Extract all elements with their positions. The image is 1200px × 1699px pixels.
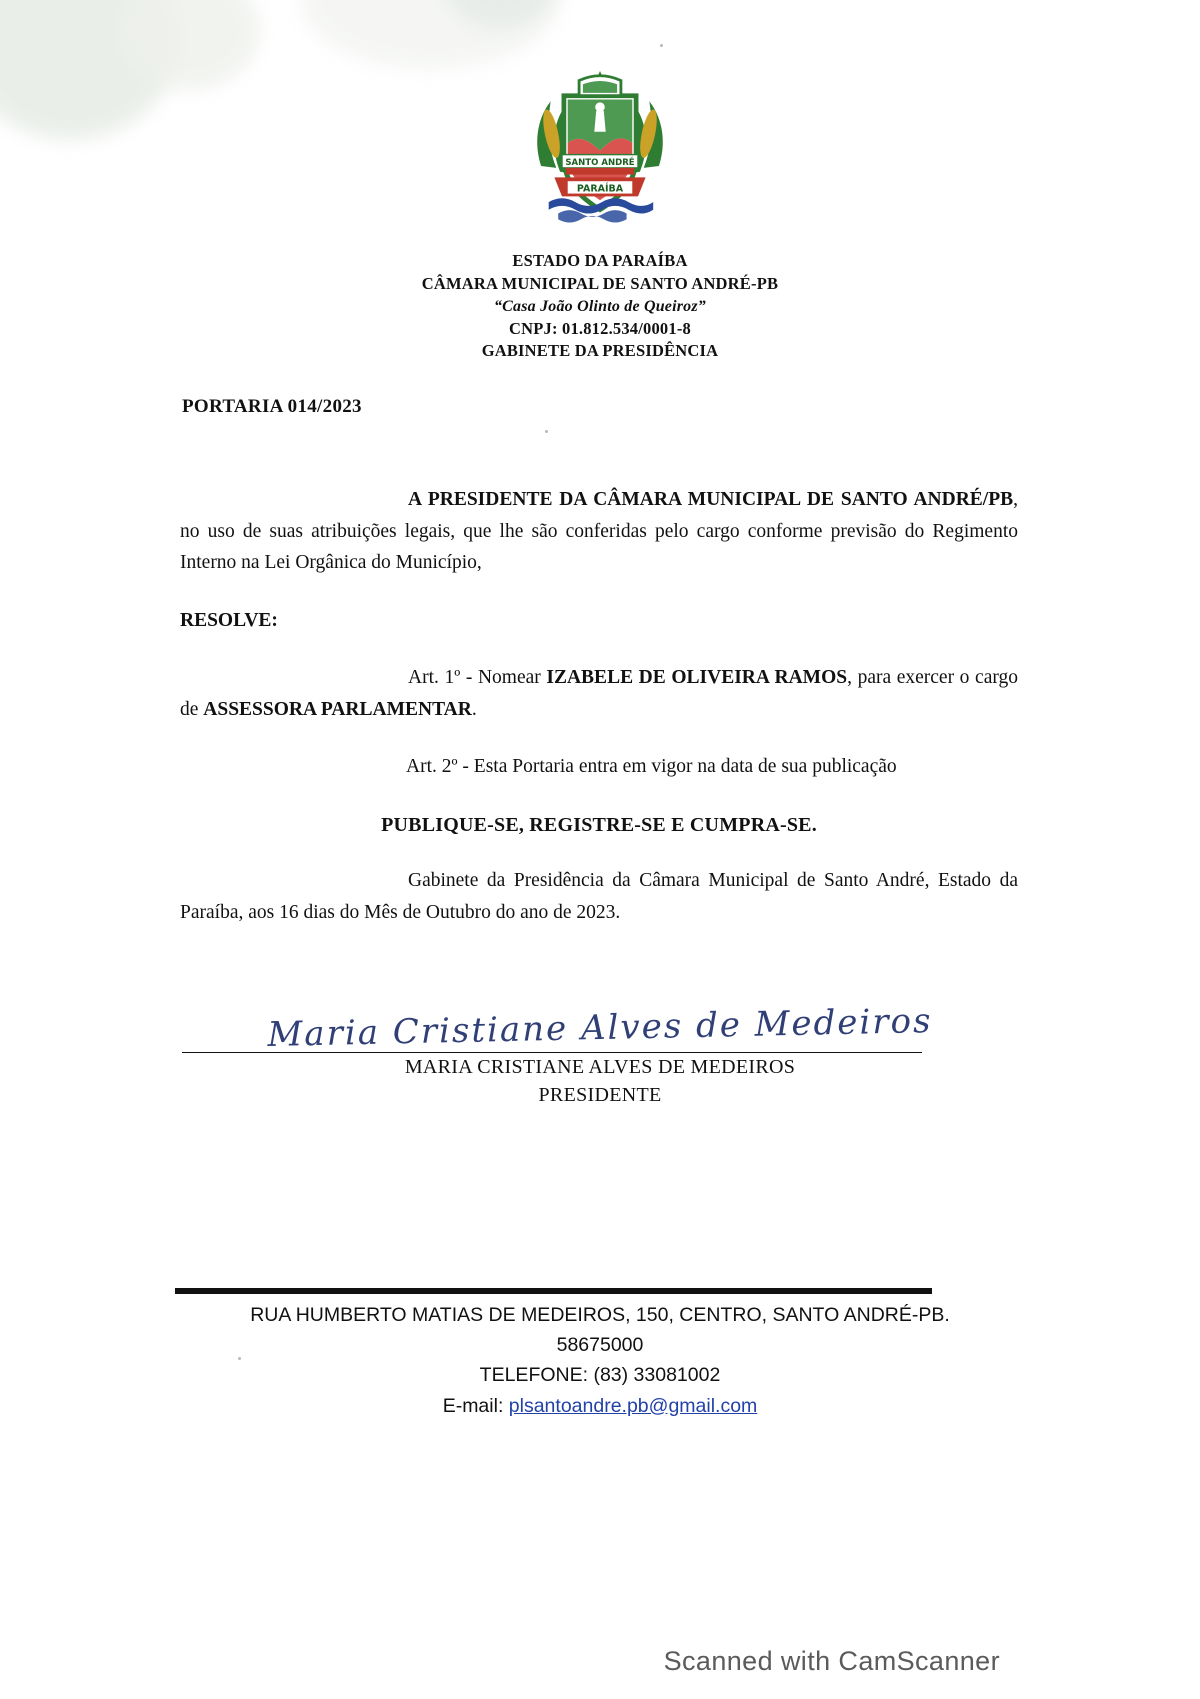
- signatory-role: PRESIDENTE: [538, 1084, 662, 1106]
- svg-text:PARAÍBA: PARAÍBA: [576, 183, 624, 195]
- letterhead: [0, 250, 1200, 363]
- footer-email-row: [0, 1391, 1200, 1421]
- footer-email-link[interactable]: plsantoandre.pb@gmail.com: [508, 1394, 758, 1417]
- article-1-middle: , para exercer o cargo de: [180, 667, 1018, 720]
- svg-text:SANTO ANDRÉ: SANTO ANDRÉ: [565, 158, 635, 169]
- signatory-name: MARIA CRISTIANE ALVES DE MEDEIROS: [404, 1056, 796, 1078]
- letterhead-line-office: GABINETE DA PRESIDÊNCIA: [481, 341, 719, 361]
- document-body: [180, 484, 1018, 955]
- page-title: PORTARIA 014/2023: [182, 396, 362, 417]
- footer-email-label: E-mail:: [442, 1394, 509, 1417]
- opening-bold-text: A PRESIDENTE DA CÂMARA MUNICIPAL DE SANTO ANDRÉ/PB: [408, 489, 1014, 510]
- appointee-role: ASSESSORA PARLAMENTAR: [203, 698, 472, 720]
- publish-order-line: PUBLIQUE-SE, REGISTRE-SE E CUMPRA-SE.: [381, 814, 817, 837]
- crest-container: [0, 52, 1200, 242]
- footer: [0, 1300, 1200, 1421]
- camscanner-watermark: Scanned with CamScanner: [663, 1646, 1000, 1676]
- paragraph-article-2: Art. 2º - Esta Portaria entra em vigor na data de sua publicação: [406, 756, 897, 778]
- paragraph-opening: [180, 484, 1018, 579]
- letterhead-line-house: “Casa João Olinto de Queiroz”: [493, 297, 707, 315]
- footer-address: RUA HUMBERTO MATIAS DE MEDEIROS, 150, CENTRO, SANTO ANDRÉ-PB.: [250, 1304, 950, 1326]
- footer-phone: TELEFONE: (83) 33081002: [479, 1364, 721, 1387]
- paragraph-closing: Gabinete da Presidência da Câmara Municipal de Santo André, Estado da Paraíba, aos 16 dias do Mês de Outubro do ano de 2023.: [180, 870, 1018, 924]
- handwritten-signature: Maria Cristiane Alves de Medeiros: [267, 1001, 933, 1055]
- opening-rest-text: , no uso de suas atribuições legais, que lhe são conferidas pelo cargo conforme previsão do Regimento Interno na Lei Orgânica do Município,: [180, 489, 1018, 574]
- footer-divider: [175, 1288, 932, 1294]
- letterhead-line-state: ESTADO DA PARAÍBA: [512, 251, 688, 270]
- letterhead-line-chamber: CÂMARA MUNICIPAL DE SANTO ANDRÉ-PB: [421, 273, 779, 293]
- coat-of-arms-icon: [505, 52, 695, 242]
- article-1-prefix: Art. 1º - Nomear: [408, 667, 547, 689]
- footer-zip: 58675000: [556, 1334, 644, 1357]
- signature-line: [182, 1052, 922, 1053]
- paragraph-article-1: [180, 662, 1018, 725]
- letterhead-line-cnpj: CNPJ: 01.812.534/0001-8: [509, 318, 691, 338]
- appointee-name: IZABELE DE OLIVEIRA RAMOS: [546, 667, 848, 689]
- resolve-label: RESOLVE:: [180, 609, 278, 631]
- article-1-suffix: .: [471, 698, 477, 720]
